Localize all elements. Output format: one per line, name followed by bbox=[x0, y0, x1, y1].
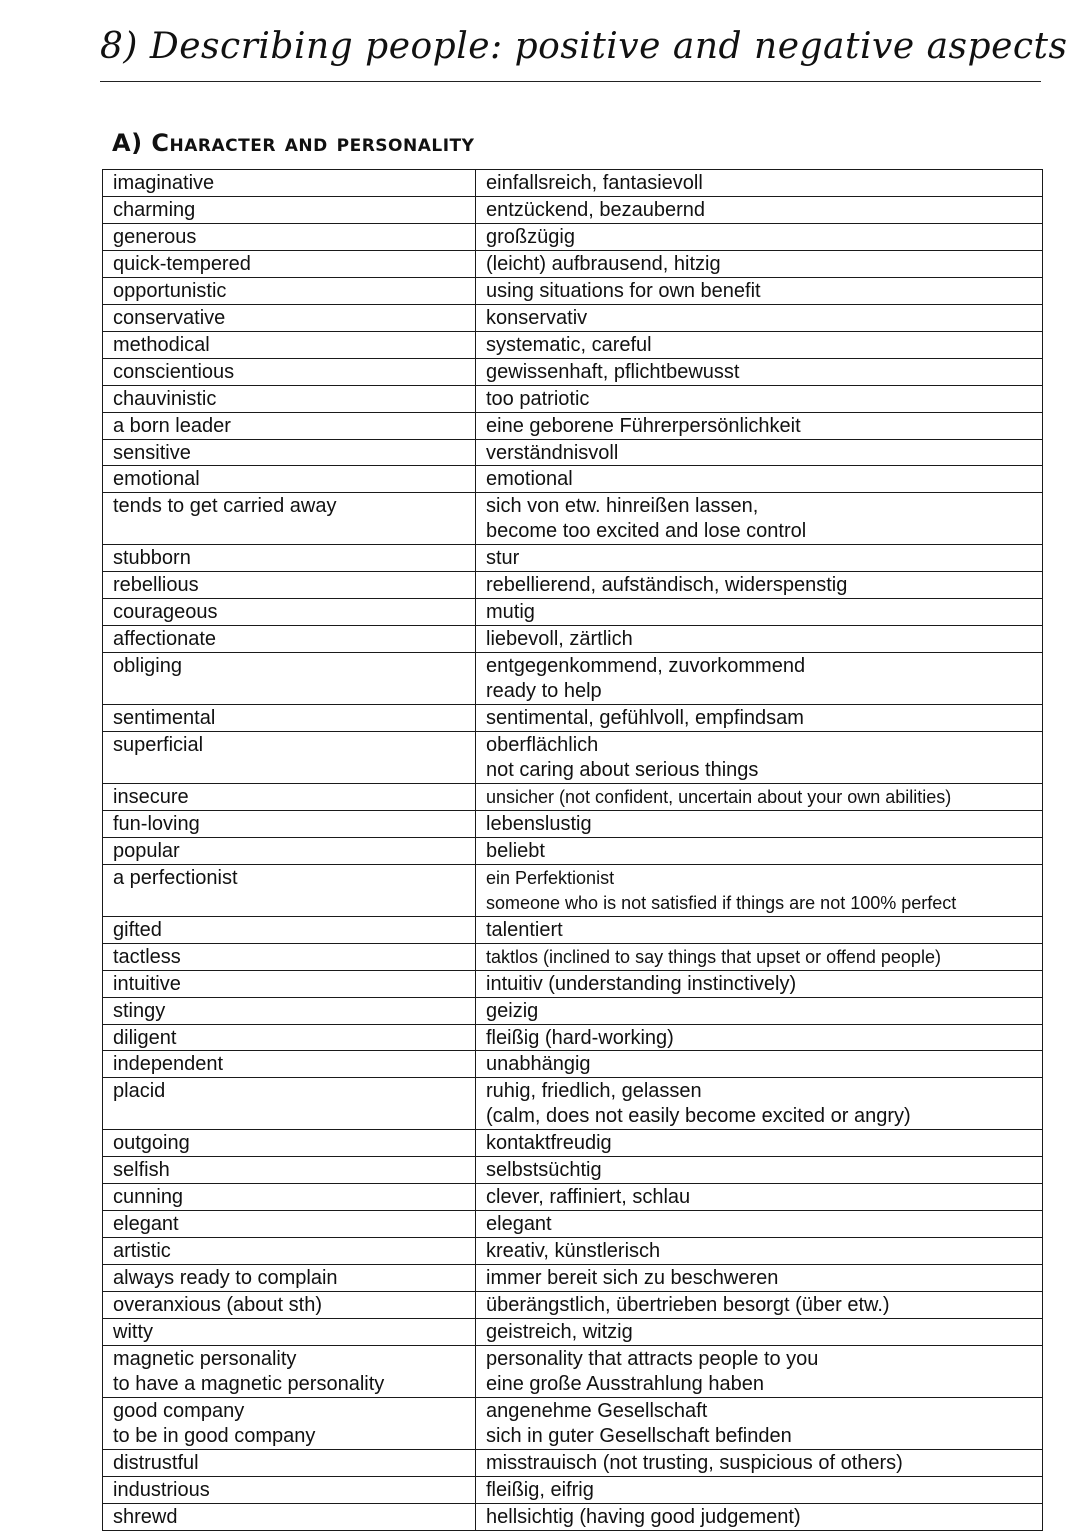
translation-text: überängstlich, übertrieben besorgt (über etw.) bbox=[486, 1294, 890, 1317]
translation-definition bbox=[476, 970, 1043, 997]
english-term: witty bbox=[103, 1318, 476, 1345]
table-row bbox=[103, 783, 1043, 810]
english-term: emotional bbox=[103, 466, 476, 493]
translation-definition bbox=[476, 732, 1043, 784]
english-term: chauvinistic bbox=[103, 385, 476, 412]
translation-definition bbox=[476, 1449, 1043, 1476]
table-row bbox=[103, 358, 1043, 385]
translation-definition bbox=[476, 250, 1043, 277]
translation-definition bbox=[476, 304, 1043, 331]
vocabulary-table bbox=[102, 169, 1043, 1531]
table-row bbox=[103, 1503, 1043, 1530]
table-row bbox=[103, 943, 1043, 970]
table-row bbox=[103, 250, 1043, 277]
translation-text: immer bereit sich zu beschweren bbox=[486, 1267, 779, 1290]
table-row bbox=[103, 1130, 1043, 1157]
table-row bbox=[103, 1449, 1043, 1476]
translation-text: kreativ, künstlerisch bbox=[486, 1240, 661, 1263]
translation-text: selbstsüchtig bbox=[486, 1159, 602, 1182]
english-term: placid bbox=[103, 1078, 476, 1130]
translation-text: (leicht) aufbrausend, hitzig bbox=[486, 252, 721, 275]
translation-text: too patriotic bbox=[486, 387, 590, 410]
translation-text: konservativ bbox=[486, 306, 588, 329]
table-row bbox=[103, 864, 1043, 916]
table-row bbox=[103, 304, 1043, 331]
translation-text: taktlos (inclined to say things that upset or offend people) bbox=[486, 946, 941, 967]
translation-text: personality that attracts people to you eine große Ausstrahlung haben bbox=[486, 1347, 819, 1395]
table-row bbox=[103, 626, 1043, 653]
table-row bbox=[103, 1476, 1043, 1503]
translation-definition bbox=[476, 1211, 1043, 1238]
table-row bbox=[103, 1265, 1043, 1292]
translation-text: systematic, careful bbox=[486, 333, 652, 356]
translation-text: entzückend, bezaubernd bbox=[486, 198, 706, 221]
english-term: courageous bbox=[103, 599, 476, 626]
english-term: sensitive bbox=[103, 439, 476, 466]
table-row bbox=[103, 572, 1043, 599]
english-term: quick-tempered bbox=[103, 250, 476, 277]
english-term: gifted bbox=[103, 916, 476, 943]
table-row bbox=[103, 916, 1043, 943]
translation-text: entgegenkommend, zuvorkommend ready to help bbox=[486, 655, 806, 703]
translation-text: unabhängig bbox=[486, 1053, 591, 1076]
table-row bbox=[103, 1318, 1043, 1345]
table-row bbox=[103, 1238, 1043, 1265]
table-row bbox=[103, 705, 1043, 732]
vocabulary-table-body bbox=[103, 170, 1043, 1531]
english-term: popular bbox=[103, 837, 476, 864]
english-term: stubborn bbox=[103, 545, 476, 572]
table-row bbox=[103, 732, 1043, 784]
translation-text: eine geborene Führerpersönlichkeit bbox=[486, 414, 801, 437]
translation-definition bbox=[476, 385, 1043, 412]
translation-definition bbox=[476, 1397, 1043, 1449]
translation-definition bbox=[476, 837, 1043, 864]
translation-definition bbox=[476, 545, 1043, 572]
english-term: a perfectionist bbox=[103, 864, 476, 916]
english-term: tends to get carried away bbox=[103, 493, 476, 545]
english-term: imaginative bbox=[103, 170, 476, 197]
translation-text: großzügig bbox=[486, 225, 575, 248]
translation-definition bbox=[476, 358, 1043, 385]
translation-definition bbox=[476, 331, 1043, 358]
english-term: cunning bbox=[103, 1184, 476, 1211]
translation-definition bbox=[476, 196, 1043, 223]
translation-text: ruhig, friedlich, gelassen (calm, does not easily become excited or angry) bbox=[486, 1080, 911, 1128]
translation-definition bbox=[476, 466, 1043, 493]
table-row bbox=[103, 837, 1043, 864]
english-term: fun-loving bbox=[103, 810, 476, 837]
translation-definition bbox=[476, 599, 1043, 626]
table-row bbox=[103, 223, 1043, 250]
english-term: elegant bbox=[103, 1211, 476, 1238]
translation-definition bbox=[476, 1476, 1043, 1503]
english-term: artistic bbox=[103, 1238, 476, 1265]
english-term: conservative bbox=[103, 304, 476, 331]
table-row bbox=[103, 385, 1043, 412]
translation-text: mutig bbox=[486, 601, 535, 624]
translation-definition bbox=[476, 810, 1043, 837]
translation-text: emotional bbox=[486, 468, 573, 491]
translation-definition bbox=[476, 1345, 1043, 1397]
translation-text: misstrauisch (not trusting, suspicious of others) bbox=[486, 1451, 903, 1474]
translation-definition bbox=[476, 1157, 1043, 1184]
english-term: distrustful bbox=[103, 1449, 476, 1476]
table-row bbox=[103, 1345, 1043, 1397]
english-term: stingy bbox=[103, 997, 476, 1024]
english-term: sentimental bbox=[103, 705, 476, 732]
translation-definition bbox=[476, 1292, 1043, 1319]
english-term: selfish bbox=[103, 1157, 476, 1184]
translation-definition bbox=[476, 943, 1043, 970]
translation-text: clever, raffiniert, schlau bbox=[486, 1186, 691, 1209]
page-title: 8) Describing people: positive and negative aspects bbox=[100, 26, 1068, 67]
english-term: industrious bbox=[103, 1476, 476, 1503]
english-term: shrewd bbox=[103, 1503, 476, 1530]
table-row bbox=[103, 493, 1043, 545]
translation-text: rebellierend, aufständisch, widerspenstig bbox=[486, 574, 848, 597]
translation-text: geistreich, witzig bbox=[486, 1320, 633, 1343]
translation-text: fleißig, eifrig bbox=[486, 1478, 594, 1501]
table-row bbox=[103, 653, 1043, 705]
translation-definition bbox=[476, 493, 1043, 545]
table-row bbox=[103, 331, 1043, 358]
title-divider bbox=[100, 81, 1041, 82]
table-row bbox=[103, 412, 1043, 439]
translation-text: gewissenhaft, pflichtbewusst bbox=[486, 360, 740, 383]
translation-text: unsicher (not confident, uncertain about your own abilities) bbox=[486, 786, 952, 807]
english-term: magnetic personality to have a magnetic personality bbox=[103, 1345, 476, 1397]
translation-definition bbox=[476, 1265, 1043, 1292]
english-term: superficial bbox=[103, 732, 476, 784]
table-row bbox=[103, 1024, 1043, 1051]
table-row bbox=[103, 439, 1043, 466]
translation-text: sich von etw. hinreißen lassen, become too excited and lose control bbox=[486, 495, 807, 543]
table-row bbox=[103, 970, 1043, 997]
english-term: good company to be in good company bbox=[103, 1397, 476, 1449]
english-term: rebellious bbox=[103, 572, 476, 599]
english-term: generous bbox=[103, 223, 476, 250]
translation-definition bbox=[476, 1238, 1043, 1265]
translation-text: fleißig (hard-working) bbox=[486, 1026, 674, 1049]
translation-definition bbox=[476, 653, 1043, 705]
translation-definition bbox=[476, 783, 1043, 810]
table-row bbox=[103, 196, 1043, 223]
translation-definition bbox=[476, 412, 1043, 439]
translation-text: kontaktfreudig bbox=[486, 1132, 612, 1155]
translation-definition bbox=[476, 864, 1043, 916]
translation-definition bbox=[476, 705, 1043, 732]
table-row bbox=[103, 545, 1043, 572]
translation-text: angenehme Gesellschaft sich in guter Gesellschaft befinden bbox=[486, 1399, 792, 1447]
translation-text: stur bbox=[486, 547, 520, 570]
translation-definition bbox=[476, 1130, 1043, 1157]
translation-text: hellsichtig (having good judgement) bbox=[486, 1505, 801, 1528]
translation-definition bbox=[476, 572, 1043, 599]
translation-text: einfallsreich, fantasievoll bbox=[486, 172, 703, 194]
translation-text: sentimental, gefühlvoll, empfindsam bbox=[486, 707, 804, 730]
translation-definition bbox=[476, 997, 1043, 1024]
english-term: independent bbox=[103, 1051, 476, 1078]
english-term: conscientious bbox=[103, 358, 476, 385]
translation-text: lebenslustig bbox=[486, 812, 592, 835]
translation-definition bbox=[476, 277, 1043, 304]
table-row bbox=[103, 1397, 1043, 1449]
table-row bbox=[103, 1211, 1043, 1238]
english-term: intuitive bbox=[103, 970, 476, 997]
translation-text: intuitiv (understanding instinctively) bbox=[486, 972, 797, 995]
translation-definition bbox=[476, 1051, 1043, 1078]
translation-text: elegant bbox=[486, 1213, 552, 1236]
table-row bbox=[103, 1292, 1043, 1319]
table-row bbox=[103, 466, 1043, 493]
english-term: charming bbox=[103, 196, 476, 223]
table-row bbox=[103, 1157, 1043, 1184]
table-row bbox=[103, 1184, 1043, 1211]
translation-definition bbox=[476, 1078, 1043, 1130]
translation-text: geizig bbox=[486, 999, 539, 1022]
translation-text: liebevoll, zärtlich bbox=[486, 628, 633, 651]
translation-text: ein Perfektionist someone who is not satisfied if things are not 100% perfect bbox=[486, 867, 957, 913]
translation-text: talentiert bbox=[486, 918, 563, 941]
translation-text: verständnisvoll bbox=[486, 441, 619, 464]
translation-definition bbox=[476, 170, 1043, 197]
translation-text: beliebt bbox=[486, 839, 545, 862]
english-term: opportunistic bbox=[103, 277, 476, 304]
translation-definition bbox=[476, 1184, 1043, 1211]
table-row bbox=[103, 810, 1043, 837]
english-term: diligent bbox=[103, 1024, 476, 1051]
translation-definition bbox=[476, 626, 1043, 653]
english-term: obliging bbox=[103, 653, 476, 705]
table-row bbox=[103, 170, 1043, 197]
table-row bbox=[103, 1078, 1043, 1130]
translation-definition bbox=[476, 223, 1043, 250]
translation-definition bbox=[476, 1024, 1043, 1051]
translation-definition bbox=[476, 916, 1043, 943]
english-term: always ready to complain bbox=[103, 1265, 476, 1292]
translation-definition bbox=[476, 1503, 1043, 1530]
english-term: affectionate bbox=[103, 626, 476, 653]
translation-definition bbox=[476, 1318, 1043, 1345]
english-term: outgoing bbox=[103, 1130, 476, 1157]
translation-definition bbox=[476, 439, 1043, 466]
translation-text: oberflächlich not caring about serious things bbox=[486, 734, 759, 781]
english-term: a born leader bbox=[103, 412, 476, 439]
section-heading: A) Character and personality bbox=[112, 129, 475, 157]
english-term: methodical bbox=[103, 331, 476, 358]
table-row bbox=[103, 277, 1043, 304]
english-term: insecure bbox=[103, 783, 476, 810]
table-row bbox=[103, 997, 1043, 1024]
table-row bbox=[103, 1051, 1043, 1078]
english-term: tactless bbox=[103, 943, 476, 970]
translation-text: using situations for own benefit bbox=[486, 279, 761, 302]
table-row bbox=[103, 599, 1043, 626]
english-term: overanxious (about sth) bbox=[103, 1292, 476, 1319]
